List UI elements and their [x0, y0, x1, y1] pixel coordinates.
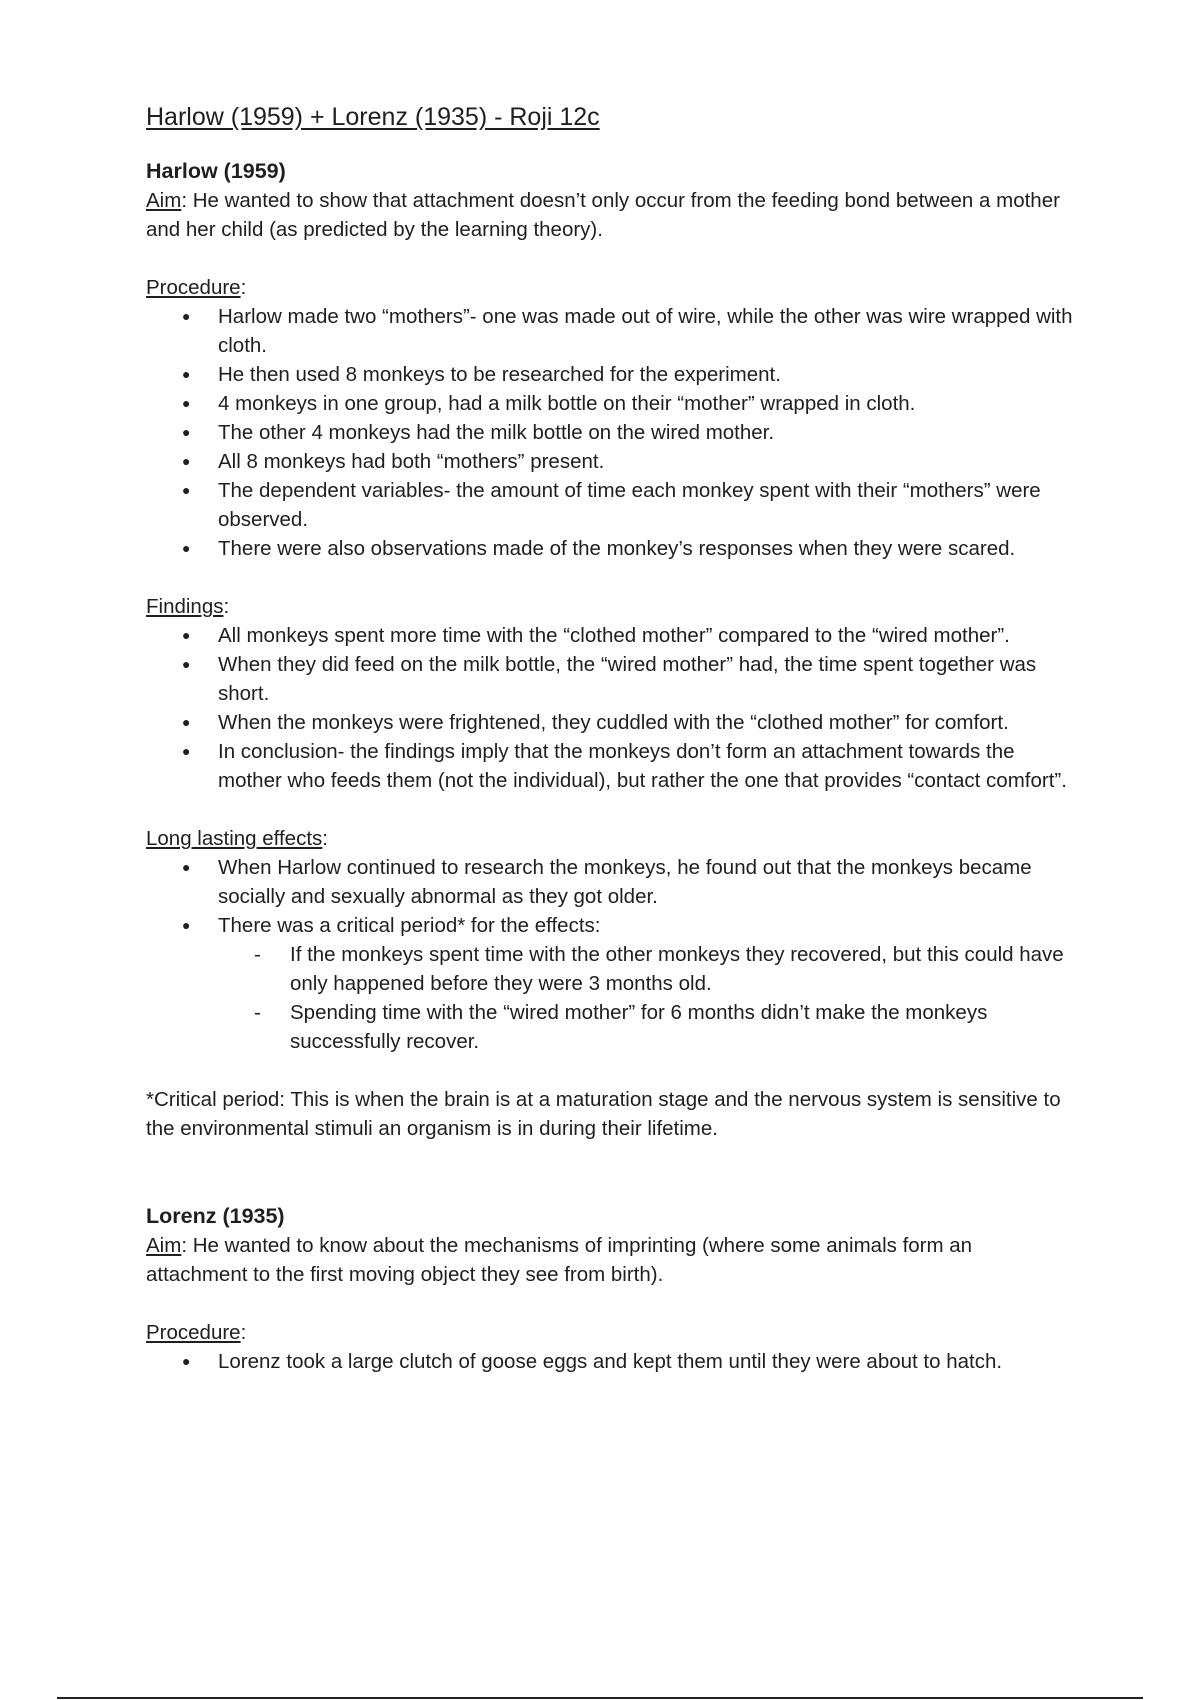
bullet-icon: ● — [182, 627, 191, 643]
harlow-findings-label-line — [146, 592, 1076, 621]
harlow-effects-list — [146, 853, 1076, 1056]
bullet-icon: ● — [182, 743, 191, 759]
harlow-aim — [146, 186, 1076, 244]
colon: : — [223, 595, 230, 618]
list-item-text: When Harlow continued to research the monkeys, he found out that the monkeys became socially and sexually abnormal as they got older. — [218, 856, 1032, 908]
bullet-icon: ● — [182, 859, 191, 875]
bullet-icon: ● — [182, 917, 191, 933]
harlow-heading: Harlow (1959) — [146, 159, 286, 183]
list-item — [146, 389, 1076, 418]
list-item — [146, 911, 1076, 1056]
page-bottom-divider — [57, 1697, 1143, 1699]
lorenz-aim — [146, 1231, 1076, 1289]
list-item — [146, 447, 1076, 476]
list-item — [146, 737, 1076, 795]
colon: : — [322, 827, 328, 850]
list-item-text: When they did feed on the milk bottle, the “wired mother” had, the time spent together was short. — [218, 653, 1037, 705]
sub-list-item — [146, 998, 1076, 1056]
list-item-text: All monkeys spent more time with the “clothed mother” compared to the “wired mother”. — [218, 624, 1010, 647]
list-item — [146, 418, 1076, 447]
harlow-effects-label-line — [146, 824, 1076, 853]
list-item-text: When the monkeys were frightened, they cuddled with the “clothed mother” for comfort. — [218, 711, 1009, 734]
bullet-icon: ● — [182, 366, 191, 382]
list-item-text: Harlow made two “mothers”- one was made out of wire, while the other was wire wrapped with cloth. — [218, 305, 1073, 357]
list-item — [146, 534, 1076, 563]
dash-icon: - — [254, 1001, 261, 1024]
harlow-findings-list — [146, 621, 1076, 795]
sub-list-item — [146, 940, 1076, 998]
list-item-text: There was a critical period* for the effects: — [218, 914, 601, 937]
lorenz-heading: Lorenz (1935) — [146, 1204, 285, 1228]
list-item-text: 4 monkeys in one group, had a milk bottle on their “mother” wrapped in cloth. — [218, 392, 916, 415]
harlow-section — [146, 156, 1076, 1143]
harlow-procedure-list — [146, 302, 1076, 563]
harlow-effects-label: Long lasting effects — [146, 827, 323, 850]
lorenz-procedure-list — [146, 1347, 1076, 1376]
bullet-icon: ● — [182, 714, 191, 730]
list-item — [146, 853, 1076, 911]
lorenz-aim-text: : He wanted to know about the mechanisms of imprinting (where some animals form an attachment to the first moving object they see from birth). — [146, 1234, 973, 1286]
bullet-icon: ● — [182, 453, 191, 469]
list-item — [146, 708, 1076, 737]
document-title: Harlow (1959) + Lorenz (1935) - Roji 12c — [146, 103, 600, 131]
harlow-aim-text: : He wanted to show that attachment doesn’t only occur from the feeding bond between a mother and her child (as predicted by the learning theory). — [146, 189, 1060, 241]
lorenz-section — [146, 1201, 1076, 1376]
bullet-icon: ● — [182, 482, 191, 498]
list-item-text: All 8 monkeys had both “mothers” present. — [218, 450, 605, 473]
list-item-text: In conclusion- the findings imply that the monkeys don’t form an attachment towards the mother who feeds them (not the individual), but rather the one that provides “contact comfort”. — [218, 740, 1067, 792]
list-item — [146, 1347, 1076, 1376]
bullet-icon: ● — [182, 1353, 191, 1369]
document-page — [146, 100, 1076, 1376]
bullet-icon: ● — [182, 424, 191, 440]
list-item-text: The dependent variables- the amount of time each monkey spent with their “mothers” were observed. — [218, 479, 1041, 531]
harlow-findings-label: Findings — [146, 595, 224, 618]
lorenz-aim-label: Aim — [146, 1234, 182, 1257]
bullet-icon: ● — [182, 395, 191, 411]
list-item — [146, 302, 1076, 360]
bullet-icon: ● — [182, 308, 191, 324]
list-item-text: Lorenz took a large clutch of goose eggs and kept them until they were about to hatch. — [218, 1350, 1003, 1373]
sub-list-item-text: If the monkeys spent time with the other monkeys they recovered, but this could have only happened before they were 3 months old. — [290, 943, 1064, 995]
section-spacer — [146, 1143, 1076, 1201]
sub-list-item-text: Spending time with the “wired mother” for 6 months didn’t make the monkeys successfully recover. — [290, 1001, 988, 1053]
critical-period-footnote: *Critical period: This is when the brain is at a maturation stage and the nervous system is sensitive to the environmental stimuli an organism is in during their lifetime. — [146, 1088, 1061, 1140]
list-item — [146, 476, 1076, 534]
lorenz-procedure-label-line — [146, 1318, 1076, 1347]
list-item — [146, 621, 1076, 650]
colon: : — [240, 276, 247, 299]
list-item-text: The other 4 monkeys had the milk bottle on the wired mother. — [218, 421, 775, 444]
lorenz-procedure-label: Procedure — [146, 1321, 241, 1344]
bullet-icon: ● — [182, 540, 191, 556]
list-item — [146, 360, 1076, 389]
list-item-text: There were also observations made of the monkey’s responses when they were scared. — [218, 537, 1016, 560]
dash-icon: - — [254, 943, 261, 966]
harlow-procedure-label-line — [146, 273, 1076, 302]
harlow-effects-sublist — [146, 940, 1076, 1056]
colon: : — [240, 1321, 247, 1344]
list-item-text: He then used 8 monkeys to be researched for the experiment. — [218, 363, 781, 386]
bullet-icon: ● — [182, 656, 191, 672]
harlow-aim-label: Aim — [146, 189, 182, 212]
harlow-procedure-label: Procedure — [146, 276, 241, 299]
list-item — [146, 650, 1076, 708]
